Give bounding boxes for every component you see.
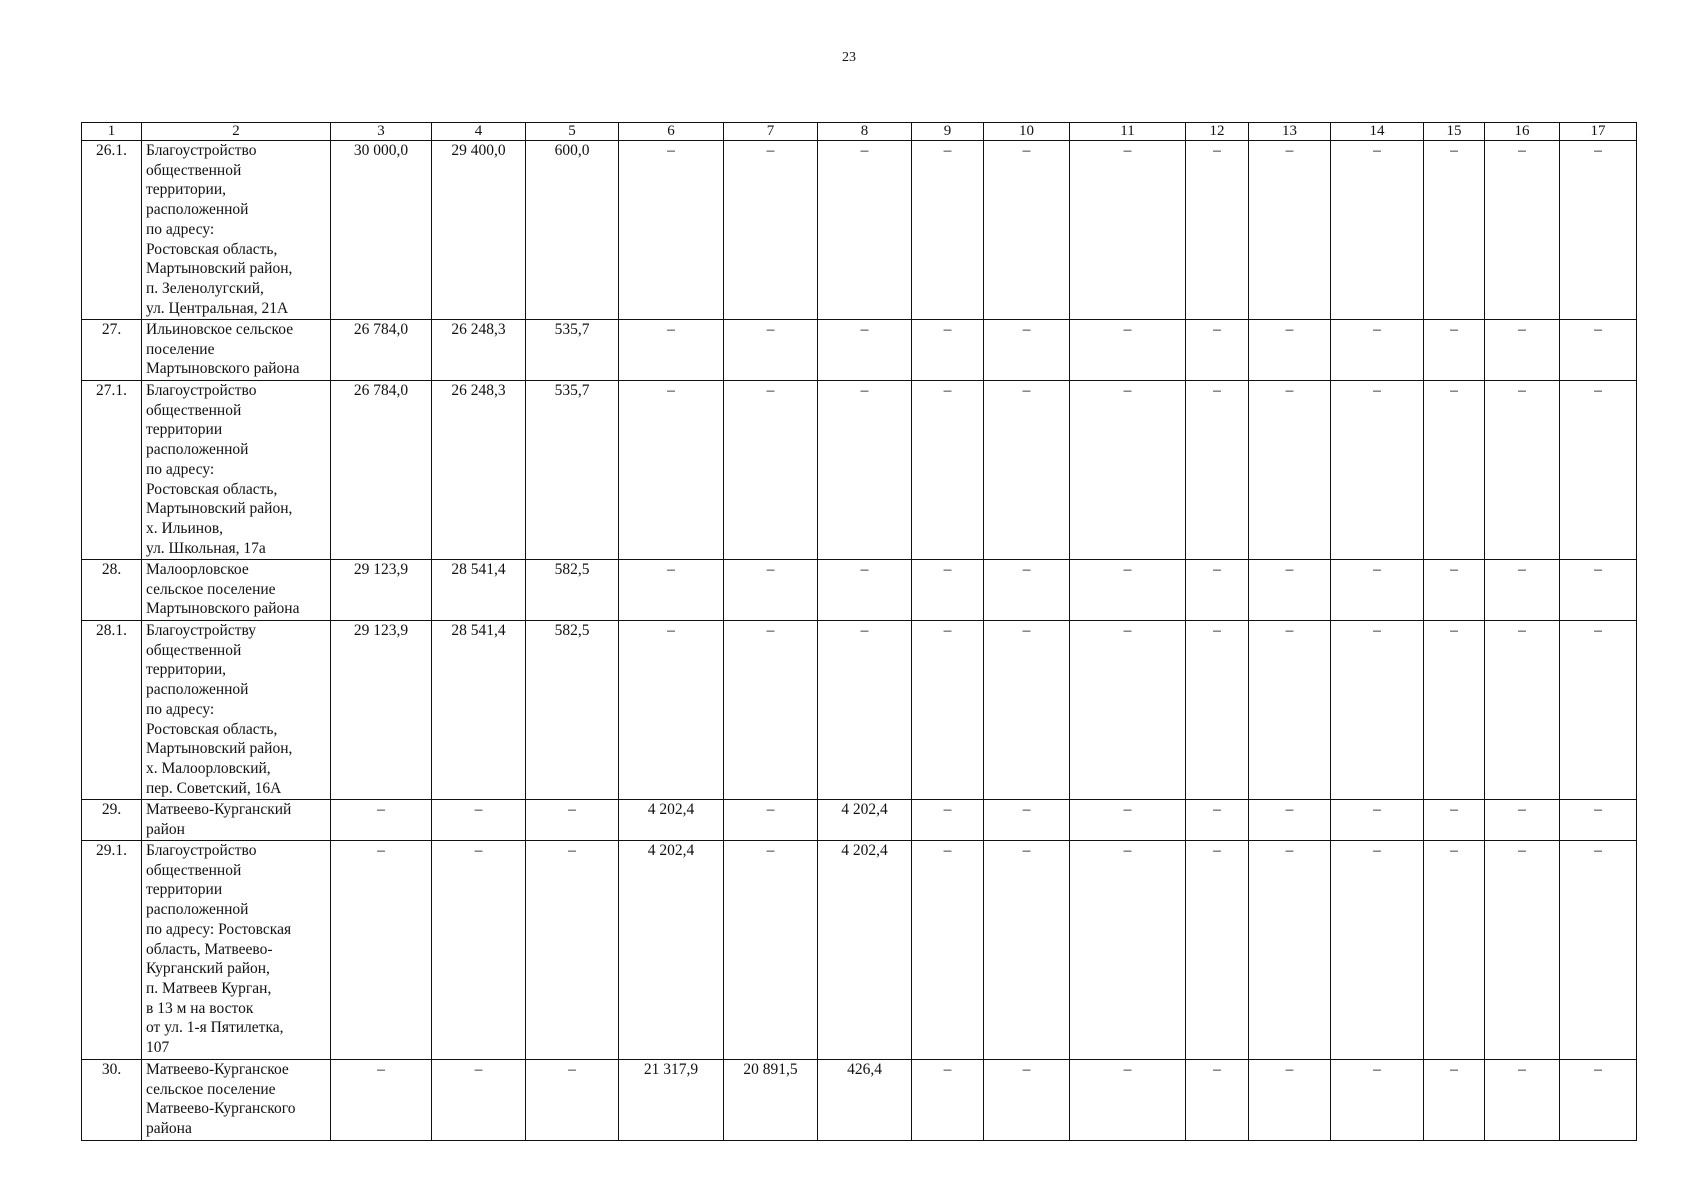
column-header: 8 — [818, 123, 912, 141]
value-cell: – — [1186, 141, 1249, 320]
value-cell: – — [724, 560, 818, 621]
value-cell: – — [1249, 381, 1331, 560]
value-cell: – — [1331, 320, 1424, 381]
value-cell: – — [912, 560, 984, 621]
value-cell: – — [912, 320, 984, 381]
value-cell: 26 784,0 — [331, 381, 432, 560]
value-cell: – — [619, 320, 724, 381]
row-number: 26.1. — [82, 141, 142, 320]
value-cell: – — [1331, 560, 1424, 621]
value-cell: – — [818, 560, 912, 621]
value-cell: 26 248,3 — [432, 320, 526, 381]
value-cell: – — [1331, 381, 1424, 560]
value-cell: – — [526, 841, 619, 1060]
value-cell: – — [1070, 320, 1186, 381]
value-cell: 4 202,4 — [619, 800, 724, 841]
column-header: 13 — [1249, 123, 1331, 141]
value-cell: – — [619, 141, 724, 320]
value-cell: 4 202,4 — [818, 841, 912, 1060]
value-cell: – — [724, 320, 818, 381]
value-cell: – — [1186, 621, 1249, 800]
value-cell: – — [1560, 1060, 1637, 1141]
table-row — [82, 141, 1637, 320]
value-cell: – — [1249, 320, 1331, 381]
value-cell: – — [1485, 320, 1560, 381]
value-cell: – — [1424, 841, 1485, 1060]
value-cell: – — [1560, 621, 1637, 800]
row-name: Благоустройство общественной территории расположенной по адресу: Ростовская область, Мартыновский район, х. Ильинов, ул. Школьная, 17а — [142, 381, 331, 560]
value-cell: – — [1424, 1060, 1485, 1141]
row-name: Благоустройству общественной территории, расположенной по адресу: Ростовская область, Мартыновский район, х. Малоорловский, пер. Советский, 16А — [142, 621, 331, 800]
value-cell: – — [1331, 1060, 1424, 1141]
value-cell: – — [1186, 1060, 1249, 1141]
value-cell: – — [432, 1060, 526, 1141]
value-cell: – — [1070, 621, 1186, 800]
row-number: 28.1. — [82, 621, 142, 800]
value-cell: – — [1070, 560, 1186, 621]
value-cell: – — [912, 621, 984, 800]
value-cell: – — [818, 320, 912, 381]
value-cell: – — [1560, 381, 1637, 560]
value-cell: – — [1186, 320, 1249, 381]
value-cell: – — [1560, 141, 1637, 320]
value-cell: 426,4 — [818, 1060, 912, 1141]
value-cell: – — [1485, 381, 1560, 560]
row-name: Малоорловское сельское поселение Мартыновского района — [142, 560, 331, 621]
column-header: 14 — [1331, 123, 1424, 141]
value-cell: 535,7 — [526, 381, 619, 560]
value-cell: 535,7 — [526, 320, 619, 381]
row-name: Благоустройство общественной территории расположенной по адресу: Ростовская область, Матвеево- Курганский район, п. Матвеев Курган, в 13 м на восток от ул. 1-я Пятилетка, 107 — [142, 841, 331, 1060]
value-cell: – — [1560, 320, 1637, 381]
value-cell: 29 123,9 — [331, 621, 432, 800]
table-row — [82, 841, 1637, 1060]
value-cell: – — [526, 1060, 619, 1141]
budget-table — [81, 122, 1637, 1141]
value-cell: – — [1249, 841, 1331, 1060]
value-cell: 582,5 — [526, 621, 619, 800]
value-cell: – — [1560, 560, 1637, 621]
value-cell: – — [331, 1060, 432, 1141]
value-cell: – — [984, 621, 1070, 800]
value-cell: – — [818, 141, 912, 320]
value-cell: 29 400,0 — [432, 141, 526, 320]
row-number: 29.1. — [82, 841, 142, 1060]
value-cell: – — [1424, 800, 1485, 841]
value-cell: – — [331, 800, 432, 841]
value-cell: 28 541,4 — [432, 621, 526, 800]
column-header: 17 — [1560, 123, 1637, 141]
value-cell: – — [1485, 841, 1560, 1060]
column-header: 3 — [331, 123, 432, 141]
table-row — [82, 800, 1637, 841]
value-cell: – — [984, 800, 1070, 841]
table-row — [82, 1060, 1637, 1141]
row-number: 27. — [82, 320, 142, 381]
column-header: 4 — [432, 123, 526, 141]
value-cell: – — [1186, 381, 1249, 560]
value-cell: 29 123,9 — [331, 560, 432, 621]
value-cell: – — [912, 141, 984, 320]
value-cell: – — [1424, 141, 1485, 320]
value-cell: – — [1186, 841, 1249, 1060]
value-cell: – — [724, 841, 818, 1060]
column-header: 11 — [1070, 123, 1186, 141]
table-body — [82, 141, 1637, 1141]
value-cell: – — [331, 841, 432, 1060]
value-cell: – — [1560, 841, 1637, 1060]
value-cell: – — [818, 621, 912, 800]
value-cell: – — [1331, 621, 1424, 800]
value-cell: – — [984, 381, 1070, 560]
value-cell: – — [984, 141, 1070, 320]
value-cell: – — [912, 1060, 984, 1141]
row-name: Благоустройство общественной территории, расположенной по адресу: Ростовская область, Мартыновский район, п. Зеленолугский, ул. Центральная, 21А — [142, 141, 331, 320]
row-number: 28. — [82, 560, 142, 621]
value-cell: – — [432, 800, 526, 841]
value-cell: 28 541,4 — [432, 560, 526, 621]
value-cell: – — [1485, 800, 1560, 841]
column-header: 9 — [912, 123, 984, 141]
row-number: 30. — [82, 1060, 142, 1141]
value-cell: – — [984, 1060, 1070, 1141]
value-cell: – — [1424, 560, 1485, 621]
value-cell: – — [619, 621, 724, 800]
value-cell: – — [619, 560, 724, 621]
table-row — [82, 621, 1637, 800]
value-cell: – — [1485, 560, 1560, 621]
column-header: 15 — [1424, 123, 1485, 141]
value-cell: 600,0 — [526, 141, 619, 320]
value-cell: – — [1331, 141, 1424, 320]
value-cell: – — [1485, 141, 1560, 320]
value-cell: – — [1070, 800, 1186, 841]
value-cell: – — [984, 320, 1070, 381]
value-cell: – — [1249, 560, 1331, 621]
column-header: 7 — [724, 123, 818, 141]
value-cell: – — [432, 841, 526, 1060]
value-cell: 30 000,0 — [331, 141, 432, 320]
value-cell: 582,5 — [526, 560, 619, 621]
value-cell: – — [724, 381, 818, 560]
column-header: 5 — [526, 123, 619, 141]
value-cell: – — [1485, 621, 1560, 800]
value-cell: – — [1186, 560, 1249, 621]
value-cell: – — [1560, 800, 1637, 841]
value-cell: – — [1186, 800, 1249, 841]
row-name: Ильиновское сельское поселение Мартыновского района — [142, 320, 331, 381]
value-cell: – — [724, 800, 818, 841]
row-name: Матвеево-Курганское сельское поселение Матвеево-Курганского района — [142, 1060, 331, 1141]
value-cell: – — [1331, 800, 1424, 841]
table-row — [82, 560, 1637, 621]
value-cell: – — [1070, 841, 1186, 1060]
column-header: 2 — [142, 123, 331, 141]
value-cell: – — [619, 381, 724, 560]
value-cell: 20 891,5 — [724, 1060, 818, 1141]
value-cell: 4 202,4 — [818, 800, 912, 841]
value-cell: – — [912, 841, 984, 1060]
value-cell: – — [1070, 381, 1186, 560]
column-header: 10 — [984, 123, 1070, 141]
value-cell: – — [912, 381, 984, 560]
value-cell: – — [1424, 320, 1485, 381]
value-cell: – — [1070, 1060, 1186, 1141]
value-cell: – — [724, 141, 818, 320]
table-header-row — [82, 123, 1637, 141]
table-row — [82, 320, 1637, 381]
table-row — [82, 381, 1637, 560]
value-cell: 26 248,3 — [432, 381, 526, 560]
row-number: 29. — [82, 800, 142, 841]
value-cell: – — [1249, 800, 1331, 841]
value-cell: – — [724, 621, 818, 800]
value-cell: 4 202,4 — [619, 841, 724, 1060]
value-cell: – — [818, 381, 912, 560]
value-cell: – — [912, 800, 984, 841]
value-cell: 26 784,0 — [331, 320, 432, 381]
column-header: 6 — [619, 123, 724, 141]
value-cell: – — [1249, 621, 1331, 800]
row-name: Матвеево-Курганский район — [142, 800, 331, 841]
value-cell: 21 317,9 — [619, 1060, 724, 1141]
value-cell: – — [1424, 621, 1485, 800]
column-header: 1 — [82, 123, 142, 141]
value-cell: – — [1070, 141, 1186, 320]
column-header: 16 — [1485, 123, 1560, 141]
value-cell: – — [984, 841, 1070, 1060]
row-number: 27.1. — [82, 381, 142, 560]
value-cell: – — [1249, 1060, 1331, 1141]
value-cell: – — [1331, 841, 1424, 1060]
value-cell: – — [1249, 141, 1331, 320]
value-cell: – — [526, 800, 619, 841]
value-cell: – — [1424, 381, 1485, 560]
value-cell: – — [984, 560, 1070, 621]
page-number: 23 — [842, 50, 856, 65]
column-header: 12 — [1186, 123, 1249, 141]
value-cell: – — [1485, 1060, 1560, 1141]
